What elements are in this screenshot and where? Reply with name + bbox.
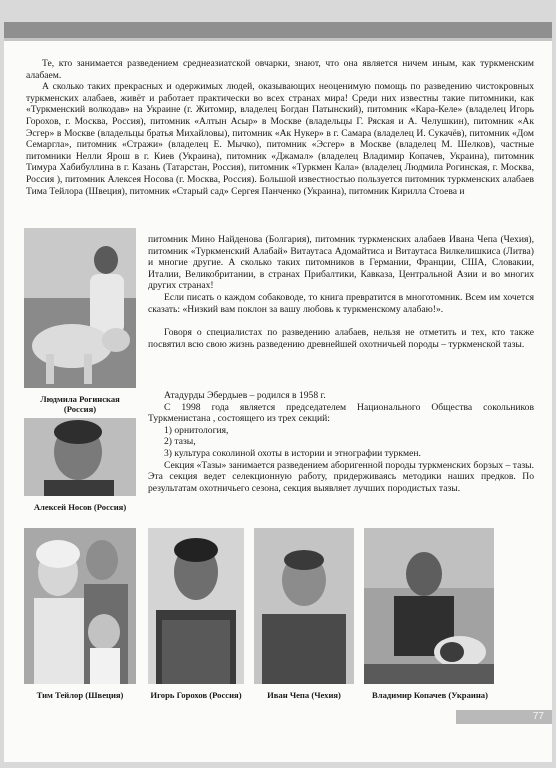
book-page [4,22,552,762]
photo-roginskaya [24,228,136,388]
photo-roginskaya-image [24,228,136,388]
caption-nosov: Алексей Носов (Россия) [33,502,127,512]
caption-taylor: Тим Тейлор (Швеция) [36,690,124,700]
caption-gorokhov: Игорь Горохов (Россия) [150,690,242,700]
photo-chep-image [254,528,354,684]
right-text-2 [148,390,534,494]
intro-paragraph-2-continued: питомник Мино Найденова (Болгария), питомник туркменских алабаев Ивана Чепа (Чехия), питомник «Туркменский Алабай» Витаутаса Адомайтиса и Витаутаса Вилкелишкиса (Литва) и многие другие. А сколько таких питомников в Германии, Франции, США, Словакии, Италии, Великобритании, в странах Прибалтики, Кавказа, Центральной Азии и во многих других странах! [148,234,534,292]
intro-paragraph-2: А сколько таких прекрасных и одержимых людей, оказывающих неоценимую помощь по разведению чистокровных туркменских алабаев, живёт и работает практически во всех странах мира! Среди них известны такие питомники, как «Туркменский волкодав» на Украине (г. Житомир, владелец Богдан Патынский), питомник «Кара-Келе» (владелец Игорь Горохов, г. Москва, Россия), питомник «Алтын Асыр» в Москве (владельцы Г. Ряская и А. Челушкин), питомник «Ак Эсгер» в Москве (владельцы братья Михайловы), питомник «Ак Нукер» в г. Самара (владелец И. Сукачёв), питомник «Дом Семаргла», питомник «Стражи» (владелец Е. Мычко), питомник «Эсгер» в Москве (владелец М. Шелков), частные питомники Нелли Ярош в г. Киев (Украина), питомник «Джамал» (владелец Владимир Копачев, Украина), питомник Тимура Хабибуллина в г. Казань (Татарстан, Россия), питомник «Туркмен Кала» (владелец Людмила Рогинская, г. Москва, Россия ), питомник Алексея Носова (г. Москва, Россия). Большой известностью пользуется питомник туркменских алабаев Тима Тейлора (Швеция), питомник «Старый сад» Сергея Панченко (Украина), питомник Кирилла Стоева и [26,81,534,197]
page-number: 77 [532,711,544,722]
photo-gorokhov [148,528,244,684]
paragraph-many-volumes: Если писать о каждом собаководе, то книга превратится в многотомник. Всем им хочется сказать: «Низкий вам поклон за вашу любовь к туркменскому алабаю!». [148,291,534,315]
eberdyev-born: Атадурды Эбердыев – родился в 1958 г. [164,390,326,401]
header-bar [4,22,552,38]
page-number-bar [456,710,552,724]
photo-taylor [24,528,136,684]
caption-chep: Иван Чепа (Чехия) [267,690,341,700]
caption-kopachev: Владимир Копачев (Украина) [372,690,488,700]
photo-nosov-image [24,418,136,496]
header-bar-light [4,38,552,41]
photo-taylor-image [24,528,136,684]
intro-paragraph-1: Те, кто занимается разведением среднеазиатской овчарки, знают, что она является ничем иным, как туркменским алабаем. [26,58,534,81]
photo-nosov [24,418,136,496]
section-ornithology: 1) орнитология, [164,424,229,436]
photo-chep [254,528,354,684]
section-falconry-culture: 3) культура соколиной охоты в истории и этнографии туркмен. [164,447,421,459]
intro-text [26,58,534,197]
photo-kopachev-image [364,528,494,684]
photo-gorokhov-image [148,528,244,684]
section-tazy: 2) тазы, [164,436,196,448]
paragraph-tazy-specialists: Говоря о специалистах по разведению алабаев, нельзя не отметить и тех, кто также посвятил всю свою жизнь разведению древнейшей охотничьей породы – туркменской тазы. [148,327,534,350]
paragraph-tazy-section: Секция «Тазы» занимается разведением аборигенной породы туркменских борзых – тазы. Эта секция ведет селекционную работу, придерживаясь методики наших предков. По результатам охотничьего сезона, секция выявляет лучших породистых тазы. [148,459,534,494]
photo-kopachev [364,528,494,684]
caption-roginskaya: Людмила Рогинская (Россия) [40,394,120,414]
eberdyev-chairman: С 1998 года является председателем Национального Общества сокольников Туркменистана , состоящего из трех секций: [148,401,534,425]
right-text-1 [148,234,534,350]
